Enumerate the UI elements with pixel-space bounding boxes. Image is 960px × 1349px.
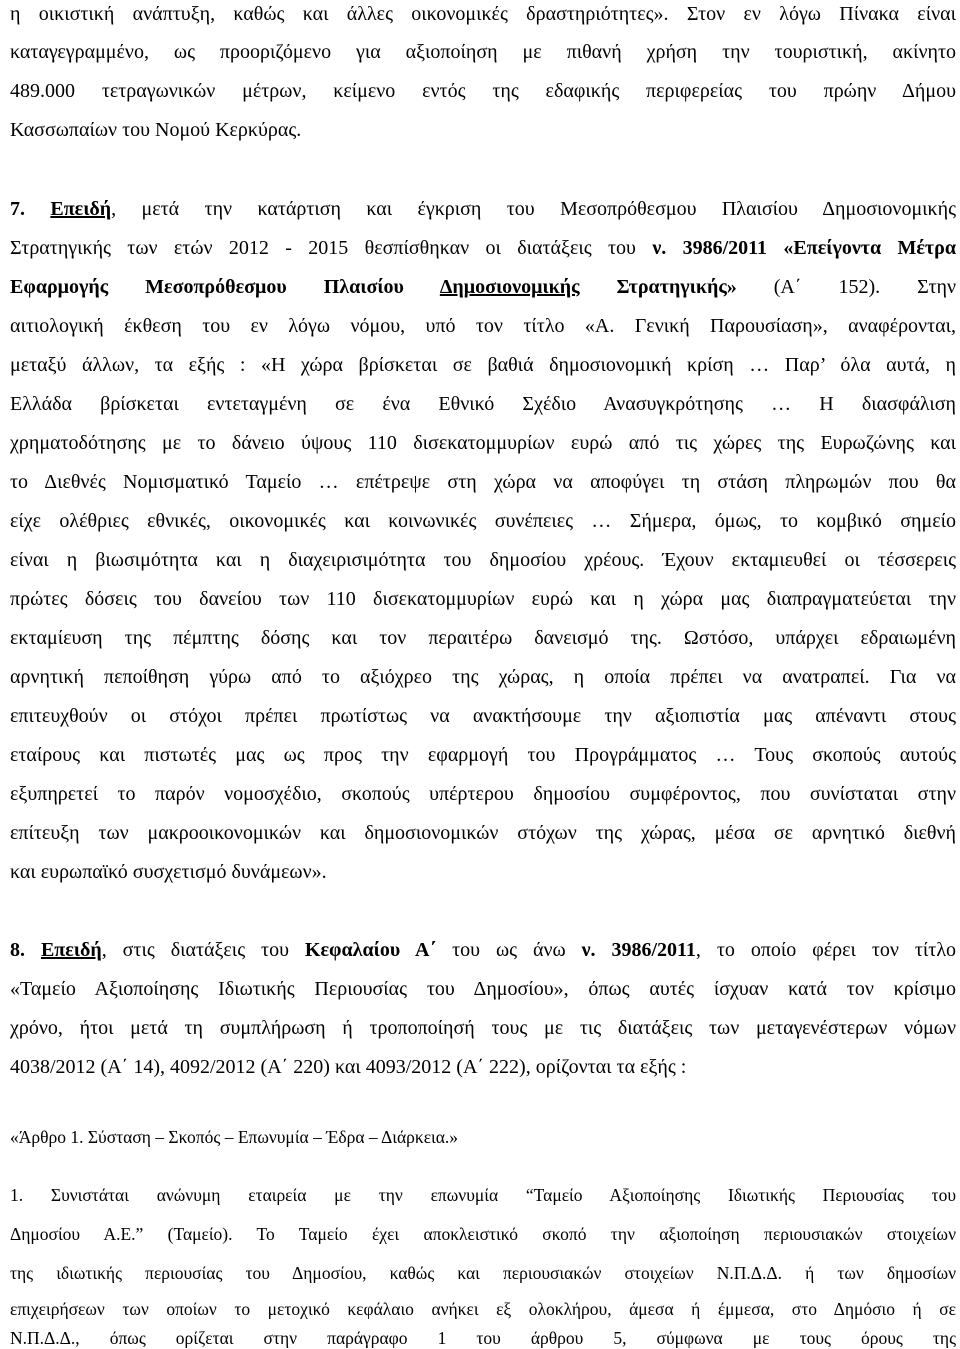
text-line: εταίρους και πιστωτές μας ως προς την εφαρμογή του Προγράμματος … Τους σκοπούς αυτούς [10, 744, 956, 766]
law-title-underlined: Δημοσιονομικής [439, 276, 580, 298]
text-line: αρνητική πεποίθηση γύρω από το αξιόχρεο της χώρας, η οποία πρέπει να ανατραπεί. Για να [10, 666, 956, 688]
epeidi-keyword: Επειδή [40, 939, 102, 961]
text-line: επίτευξη των μακροοικονομικών και δημοσιονομικών στόχων της χώρας, μέσα σε αρνητικό διεθνή [10, 822, 956, 844]
text-line: καταγεγραμμένο, ως προοριζόμενο για αξιοποίηση με πιθανή χρήση την τουριστική, ακίνητο [10, 41, 956, 63]
paragraph-number: 8. [10, 939, 25, 961]
law-title-part: Εφαρμογής Μεσοπρόθεσμου Πλαισίου [10, 276, 440, 298]
text-line: Κασσωπαίων του Νομού Κερκύρας. [10, 119, 302, 141]
text-run: του ως άνω [436, 939, 582, 961]
quote-line: Δημοσίου Α.Ε.” (Ταμείο). Το Ταμείο έχει αποκλειστικό σκοπό την αξιοποίηση περιουσιακών στοιχείων [10, 1224, 956, 1244]
text-line: το Διεθνές Νομισματικό Ταμείο … επέτρεψε στη χώρα να αποφύγει τη στάση πληρωμών που θα [10, 471, 956, 493]
paragraph-7-line-2 [10, 236, 956, 260]
text-run: Στρατηγικής των ετών 2012 - 2015 θεσπίσθηκαν οι διατάξεις του [10, 237, 653, 259]
epeidi-keyword: Επειδή [50, 198, 112, 220]
text-line: Ελλάδα βρίσκεται εντεταγμένη σε ένα Εθνικό Σχέδιο Ανασυγκρότησης … Η διασφάλιση [10, 393, 956, 415]
text-line: «Ταμείο Αξιοποίησης Ιδιωτικής Περιουσίας του Δημοσίου», όπως αυτές ίσχυαν κατά τον κρίσιμο [10, 978, 956, 1000]
text-line: εξυπηρετεί το παρόν νομοσχέδιο, σκοπούς υπέρτερου δημοσίου συμφέροντος, που συνίσταται στην [10, 783, 956, 805]
paragraph-8-line-1 [10, 938, 956, 962]
text-line: πρώτες δόσεις του δανείου των 110 δισεκατομμυρίων ευρώ και η χώρα μας διαπραγματεύεται την [10, 588, 956, 610]
quote-line: επιχειρήσεων των οποίων το μετοχικό κεφάλαιο ανήκει εξ ολοκλήρου, άμεσα ή έμμεσα, στο Δημόσιο ή σε [10, 1299, 956, 1319]
law-reference: ν. 3986/2011 «Επείγοντα Μέτρα [652, 237, 956, 259]
text-line: 489.000 τετραγωνικών μέτρων, κείμενο εντός της εδαφικής περιφερείας του πρώην Δήμου [10, 80, 956, 102]
quote-line: Ν.Π.Δ.Δ., όπως ορίζεται στην παράγραφο 1 του άρθρου 5, σύμφωνα με τους όρους της [10, 1328, 956, 1348]
text-line: είχε ολέθριες εθνικές, οικονομικές και κοινωνικές συνέπειες … Σήμερα, όμως, το κομβικό σημείο [10, 510, 956, 532]
paragraph-7-line-3 [10, 275, 956, 299]
text-line: 4038/2012 (Α΄ 14), 4092/2012 (Α΄ 220) και 4093/2012 (Α΄ 222), ορίζονται τα εξής : [10, 1056, 687, 1078]
paragraph-number: 7. [10, 198, 25, 220]
law-reference: ν. 3986/2011 [581, 939, 696, 961]
text-run: , μετά την κατάρτιση και έγκριση του Μεσοπρόθεσμου Πλαισίου Δημοσιονομικής [111, 198, 956, 220]
text-line: η οικιστική ανάπτυξη, καθώς και άλλες οικονομικές δραστηριότητες». Στον εν λόγω Πίνακα είναι [10, 3, 956, 25]
text-run: (Α΄ 152). Στην [736, 276, 956, 298]
text-line: είναι η βιωσιμότητα και η διαχειρισιμότητα του δημοσίου χρέους. Έχουν εκταμιευθεί οι τέσσερεις [10, 549, 956, 571]
law-title-part: Στρατηγικής» [579, 276, 737, 298]
text-line: αιτιολογική έκθεση του εν λόγω νόμου, υπό τον τίτλο «Α. Γενική Παρουσίαση», αναφέρονται, [10, 315, 956, 337]
text-run: , το οποίο φέρει τον τίτλο [695, 939, 957, 961]
paragraph-7-line-1 [10, 197, 956, 221]
text-line: εκταμίευση της πέμπτης δόσης και τον περαιτέρω δανεισμό της. Ωστόσο, υπάρχει εδραιωμένη [10, 627, 956, 649]
quote-line: της ιδιωτικής περιουσίας του Δημοσίου, καθώς και περιουσιακών στοιχείων Ν.Π.Δ.Δ. ή των δημοσίων [10, 1263, 956, 1283]
text-line: και ευρωπαϊκό συσχετισμό δυνάμεων». [10, 861, 327, 883]
chapter-reference: Κεφαλαίου Α΄ [304, 939, 437, 961]
text-line: επιτευχθούν οι στόχοι πρέπει πρωτίστως να ανακτήσουμε την αξιοπιστία μας απέναντι στους [10, 705, 956, 727]
text-line: χρόνο, ήτοι μετά τη συμπλήρωση ή τροποποίησή τους με τις διατάξεις των μεταγενέστερων νόμων [10, 1017, 956, 1039]
text-line: χρηματοδότησης με το δάνειο ύψους 110 δισεκατομμυρίων ευρώ από τις χώρες της Ευρωζώνης και [10, 432, 956, 454]
quote-line: 1. Συνιστάται ανώνυμη εταιρεία με την επωνυμία “Ταμείο Αξιοποίησης Ιδιωτικής Περιουσίας του [10, 1185, 956, 1205]
text-line: μεταξύ άλλων, τα εξής : «Η χώρα βρίσκεται σε βαθιά δημοσιονομική κρίση … Παρ’ όλα αυτά, η [10, 354, 956, 376]
article-heading: «Άρθρο 1. Σύσταση – Σκοπός – Επωνυμία – Έδρα – Διάρκεια.» [10, 1127, 459, 1147]
text-run: , στις διατάξεις του [101, 939, 305, 961]
